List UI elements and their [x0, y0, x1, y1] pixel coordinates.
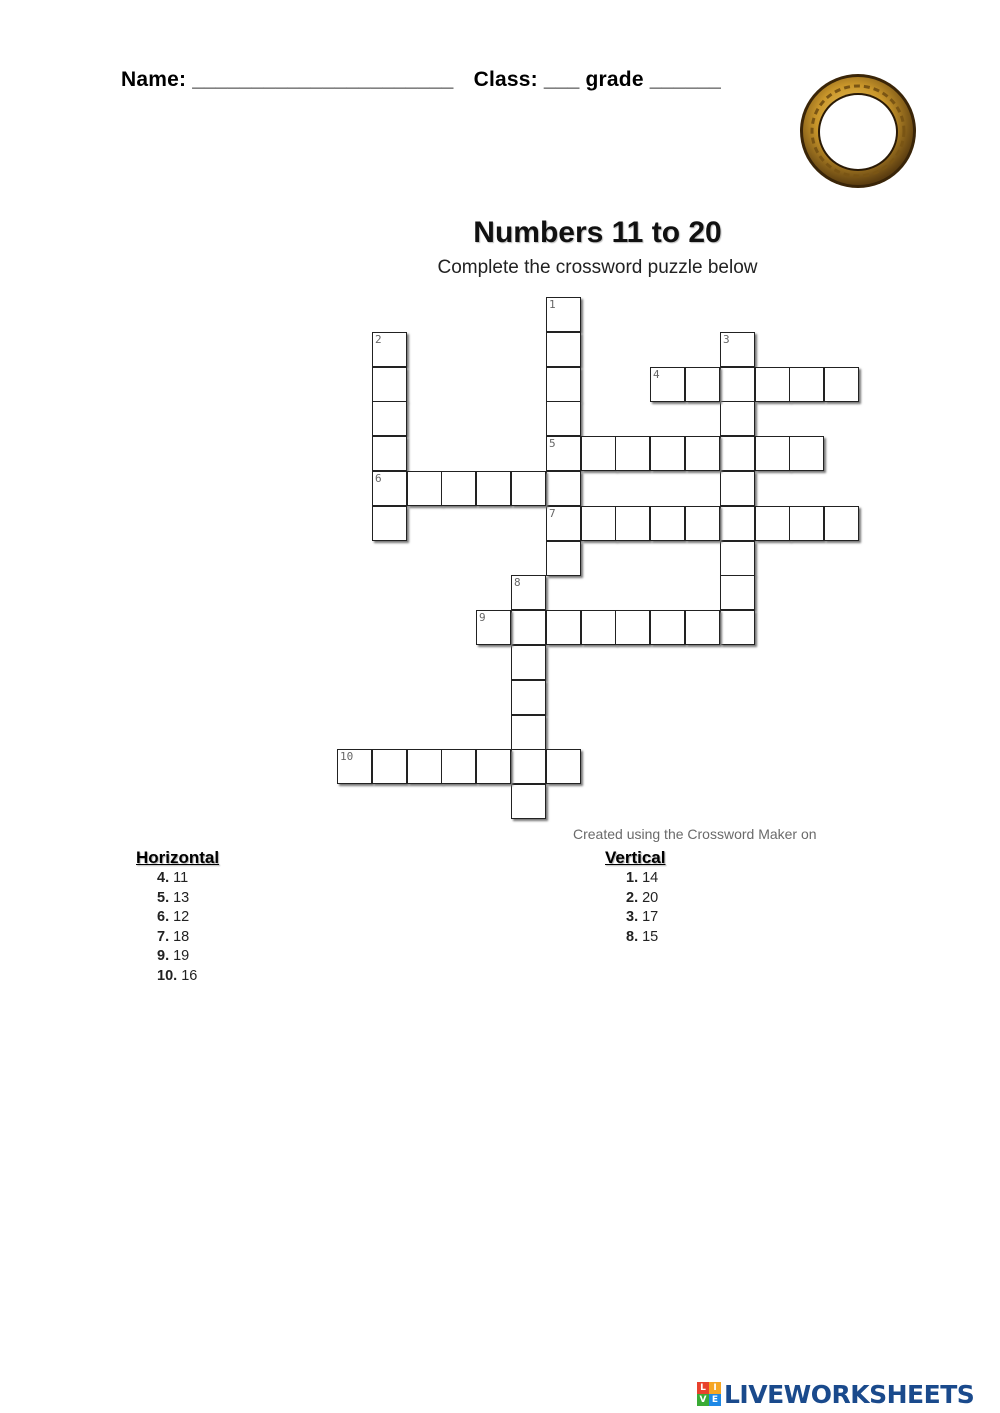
horizontal-clues [157, 869, 197, 987]
crossword-cell[interactable] [650, 367, 685, 402]
crossword-cell[interactable] [546, 332, 581, 367]
clue-number: 1 [549, 298, 556, 311]
crossword-cell[interactable] [789, 436, 824, 471]
crossword-cell[interactable] [581, 436, 616, 471]
crossword-cell[interactable] [372, 749, 407, 784]
clue-number: 9 [479, 611, 486, 624]
crossword-cell[interactable] [511, 471, 546, 506]
crossword-cell[interactable] [685, 506, 720, 541]
page-subtitle: Complete the crossword puzzle below [437, 257, 758, 278]
crossword-cell[interactable] [720, 436, 755, 471]
clue-number: 3 [723, 333, 730, 346]
crossword-cell[interactable] [720, 541, 755, 576]
crossword-cell[interactable] [720, 575, 755, 610]
crossword-cell[interactable] [685, 436, 720, 471]
crossword-cell[interactable] [372, 367, 407, 402]
crossword-cell[interactable] [685, 610, 720, 645]
crossword-cell[interactable] [546, 610, 581, 645]
clue-number: 2 [375, 333, 382, 346]
crossword-cell[interactable] [441, 471, 476, 506]
horizontal-heading: Horizontal [136, 848, 220, 867]
crossword-cell[interactable] [407, 471, 442, 506]
crossword-cell[interactable] [511, 784, 546, 819]
crossword-cell[interactable] [824, 506, 859, 541]
crossword-cell[interactable] [615, 436, 650, 471]
crossword-cell[interactable] [650, 506, 685, 541]
crossword-cell[interactable] [685, 367, 720, 402]
crossword-cell[interactable] [581, 506, 616, 541]
crossword-cell[interactable] [789, 367, 824, 402]
crossword-cell[interactable] [511, 749, 546, 784]
crossword-cell[interactable] [720, 471, 755, 506]
vertical-heading: Vertical [605, 848, 666, 867]
crossword-cell[interactable] [372, 471, 407, 506]
crossword-cell[interactable] [650, 436, 685, 471]
crossword-cell[interactable] [615, 610, 650, 645]
logo-text: LIVEWORKSHEETS [724, 1379, 975, 1409]
crossword-cell[interactable] [581, 610, 616, 645]
page-title: Numbers 11 to 20 [473, 216, 722, 249]
clue-item: 6. 12 [157, 909, 190, 926]
crossword-cell[interactable] [720, 367, 755, 402]
clue-item: 5. 13 [157, 889, 190, 906]
clue-number: 10 [340, 750, 354, 763]
clue-item: 3. 17 [626, 909, 659, 926]
crossword-cell[interactable] [720, 332, 755, 367]
crossword-cell[interactable] [511, 610, 546, 645]
crossword-cell[interactable] [441, 749, 476, 784]
crossword-cell[interactable] [337, 749, 372, 784]
crossword-cell[interactable] [511, 715, 546, 750]
crossword-cell[interactable] [546, 297, 581, 332]
crossword-cell[interactable] [511, 575, 546, 610]
crossword-cell[interactable] [546, 506, 581, 541]
class-grade-field[interactable]: Class: ___ grade ______ [473, 68, 722, 91]
crossword-cell[interactable] [476, 749, 511, 784]
crossword-cell[interactable] [650, 610, 685, 645]
crossword-cell[interactable] [372, 332, 407, 367]
clue-number: 8 [514, 576, 521, 589]
crossword-cell[interactable] [476, 610, 511, 645]
crossword-cell[interactable] [546, 471, 581, 506]
clue-number: 4 [653, 368, 660, 381]
clue-item: 9. 19 [157, 948, 190, 965]
crossword-cell[interactable] [407, 749, 442, 784]
crossword-cell[interactable] [755, 436, 790, 471]
crossword-cell[interactable] [615, 506, 650, 541]
crossword-cell[interactable] [720, 401, 755, 436]
crossword-cell[interactable] [372, 401, 407, 436]
vertical-clues [626, 869, 658, 947]
crossword-cell[interactable] [476, 471, 511, 506]
liveworksheets-logo [697, 1378, 974, 1410]
name-field[interactable]: Name: ______________________ [121, 68, 454, 91]
clue-item: 2. 20 [626, 889, 659, 906]
crossword-cell[interactable] [546, 749, 581, 784]
crossword-cell[interactable] [546, 436, 581, 471]
crossword-cell[interactable] [372, 506, 407, 541]
clue-number: 7 [549, 507, 556, 520]
crossword-cell[interactable] [372, 436, 407, 471]
clue-number: 6 [375, 472, 382, 485]
crossword-cell[interactable] [720, 610, 755, 645]
crossword-cell[interactable] [511, 645, 546, 680]
crossword-cell[interactable] [824, 367, 859, 402]
crossword-cell[interactable] [720, 506, 755, 541]
clue-item: 7. 18 [157, 928, 190, 945]
crossword-cell[interactable] [546, 541, 581, 576]
crossword-cell[interactable] [546, 401, 581, 436]
crossword-cell[interactable] [789, 506, 824, 541]
clue-item: 4. 11 [157, 870, 189, 886]
credit-text: Created using the Crossword Maker on [573, 826, 817, 842]
clue-number: 5 [549, 437, 556, 450]
clue-item: 1. 14 [626, 870, 659, 886]
logo-badge-icon: L I V E [697, 1382, 721, 1406]
crossword-cell[interactable] [546, 367, 581, 402]
clue-item: 8. 15 [626, 928, 659, 945]
clue-item: 10. 16 [157, 967, 198, 984]
crossword-cell[interactable] [755, 506, 790, 541]
crossword-cell[interactable] [755, 367, 790, 402]
crossword-cell[interactable] [511, 680, 546, 715]
